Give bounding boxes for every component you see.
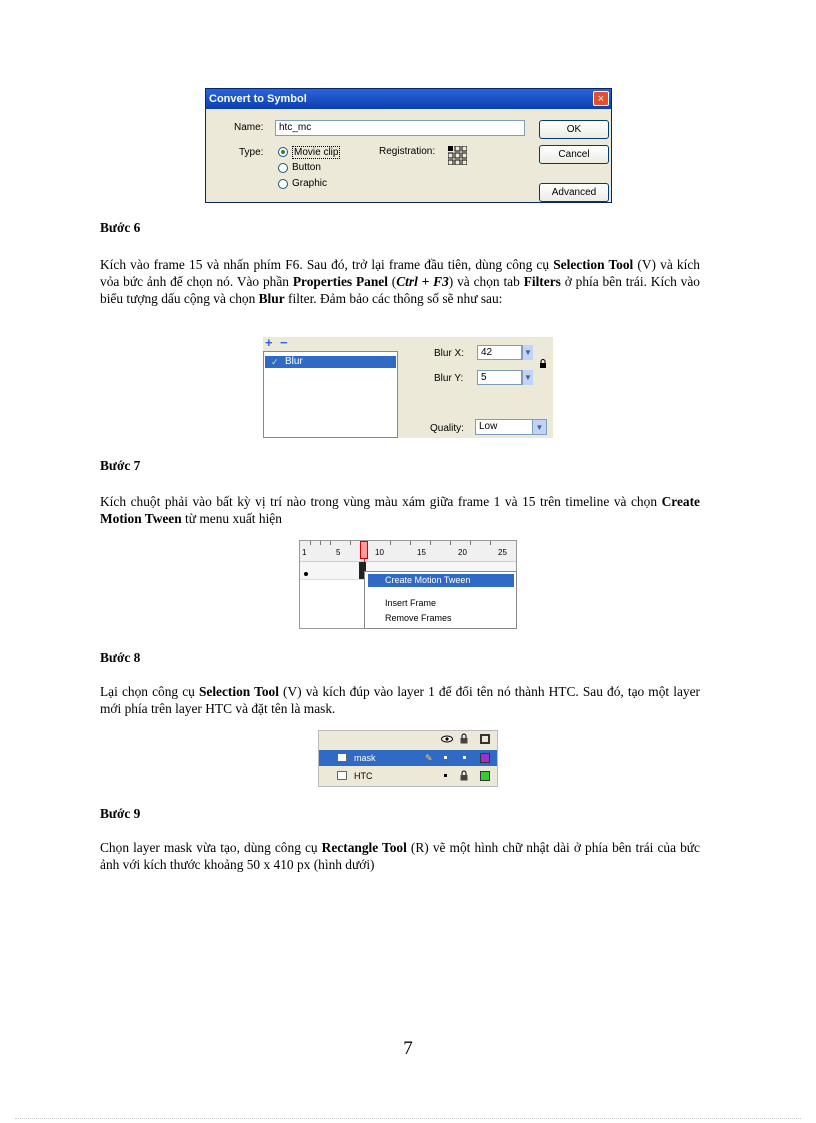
blur-x-input[interactable]: 42 <box>477 345 522 360</box>
check-icon: ✓ <box>271 357 279 367</box>
visible-dot[interactable] <box>444 756 447 759</box>
ok-button[interactable]: OK <box>539 120 609 139</box>
tick-label: 10 <box>375 548 384 557</box>
convert-to-symbol-dialog <box>205 88 612 203</box>
tick-label: 1 <box>302 548 307 557</box>
registration-grid-icon[interactable] <box>448 146 467 165</box>
advanced-button[interactable]: Advanced <box>539 183 609 202</box>
layer-color-swatch[interactable] <box>480 771 490 781</box>
layer-icon <box>337 753 347 762</box>
type-label: Type: <box>239 147 264 158</box>
blur-y-dropdown[interactable] <box>522 370 533 385</box>
timeline-ruler <box>300 541 516 562</box>
lock-icon[interactable] <box>539 359 547 369</box>
page-bottom-border <box>15 1118 801 1119</box>
type-radio-movie-clip[interactable] <box>278 147 288 157</box>
menu-create-motion-tween[interactable]: Create Motion Tween <box>368 574 514 587</box>
chevron-down-icon: ▼ <box>532 420 546 434</box>
type-graphic-label: Graphic <box>292 178 328 189</box>
layer-icon <box>337 771 347 780</box>
type-movie-clip-label: Movie clip <box>294 147 339 158</box>
step-9-text: Chọn layer mask vừa tạo, dùng công cụ Rectangle Tool (R) vẽ một hình chữ nhật dài ở phía bên trái của bức ảnh với kích thước khoảng 50 x 410 px (hình dưới) <box>100 840 700 872</box>
chevron-down-icon: ▼ <box>522 345 533 360</box>
tick-label: 5 <box>336 548 341 557</box>
type-button-label: Button <box>292 162 321 173</box>
tick-label: 25 <box>498 548 507 557</box>
blur-x-dropdown[interactable] <box>522 345 533 360</box>
name-label: Name: <box>234 122 264 133</box>
outline-icon[interactable] <box>480 734 490 744</box>
name-input[interactable]: htc_mc <box>275 120 525 136</box>
step-7-text: Kích chuột phải vào bất kỳ vị trí nào trong vùng màu xám giữa frame 1 và 15 trên timeline và chọn Create Motion Tween từ menu xuất hiện <box>100 494 700 526</box>
layers-header <box>319 731 497 747</box>
lock-dot[interactable] <box>463 756 466 759</box>
type-radio-graphic[interactable] <box>278 179 288 189</box>
chevron-down-icon: ▼ <box>522 370 533 385</box>
layer-name: mask <box>354 753 376 763</box>
playhead[interactable] <box>360 541 368 559</box>
layer-row-htc[interactable] <box>319 768 497 784</box>
menu-remove-frames[interactable]: Remove Frames <box>385 613 452 623</box>
tick-label: 20 <box>458 548 467 557</box>
layer-name: HTC <box>354 771 373 781</box>
context-menu <box>364 571 517 629</box>
step-8-text: Lại chọn công cụ Selection Tool (V) và kích đúp vào layer 1 để đổi tên nó thành HTC. Sau đó, tạo một layer mới phía trên layer HTC và đặt tên là mask. <box>100 684 700 716</box>
quality-value: Low <box>479 421 498 432</box>
dialog-title: Convert to Symbol <box>206 89 611 109</box>
step-6-text: Kích vào frame 15 và nhấn phím F6. Sau đó, trở lại frame đầu tiên, dùng công cụ Selection Tool (V) và kích vỏa bức ảnh để chọn nó. Vào phần Properties Panel (Ctrl + F3) và chọn tab Filters ở phía bên trái. Kích vào biểu tượng dấu cộng và chọn Blur filter. Đảm bảo các thông số sẽ như sau: <box>100 257 700 306</box>
type-radio-button[interactable] <box>278 163 288 173</box>
close-icon[interactable]: × <box>593 91 609 106</box>
lock-icon[interactable] <box>460 770 468 781</box>
registration-label: Registration: <box>379 146 436 157</box>
page-number: 7 <box>403 1038 413 1059</box>
add-filter-icon[interactable]: + <box>265 335 273 350</box>
menu-insert-frame[interactable]: Insert Frame <box>385 598 437 608</box>
tick-label: 15 <box>417 548 426 557</box>
quality-select[interactable] <box>475 419 547 435</box>
blur-y-input[interactable]: 5 <box>477 370 522 385</box>
timeline-panel <box>299 540 517 629</box>
blur-y-label: Blur Y: <box>434 373 464 384</box>
pencil-icon: ✎ <box>425 753 433 763</box>
blur-x-label: Blur X: <box>434 348 465 359</box>
filters-panel <box>263 337 553 438</box>
layer-row-mask[interactable] <box>319 750 497 766</box>
step-6-heading: Bước 6 <box>100 220 141 235</box>
remove-filter-icon[interactable]: − <box>280 335 288 350</box>
step-9-heading: Bước 9 <box>100 806 141 821</box>
filter-list <box>263 351 398 438</box>
layer-color-swatch[interactable] <box>480 753 490 763</box>
eye-icon[interactable] <box>441 735 453 743</box>
filter-item-blur[interactable]: Blur <box>265 356 396 368</box>
step-8-heading: Bước 8 <box>100 650 141 665</box>
layers-panel <box>318 730 498 787</box>
cancel-button[interactable]: Cancel <box>539 145 609 164</box>
step-7-heading: Bước 7 <box>100 458 141 473</box>
quality-label: Quality: <box>430 423 464 434</box>
lock-icon[interactable] <box>460 733 468 744</box>
visible-dot[interactable] <box>444 774 447 777</box>
keyframe-dot <box>304 572 308 576</box>
